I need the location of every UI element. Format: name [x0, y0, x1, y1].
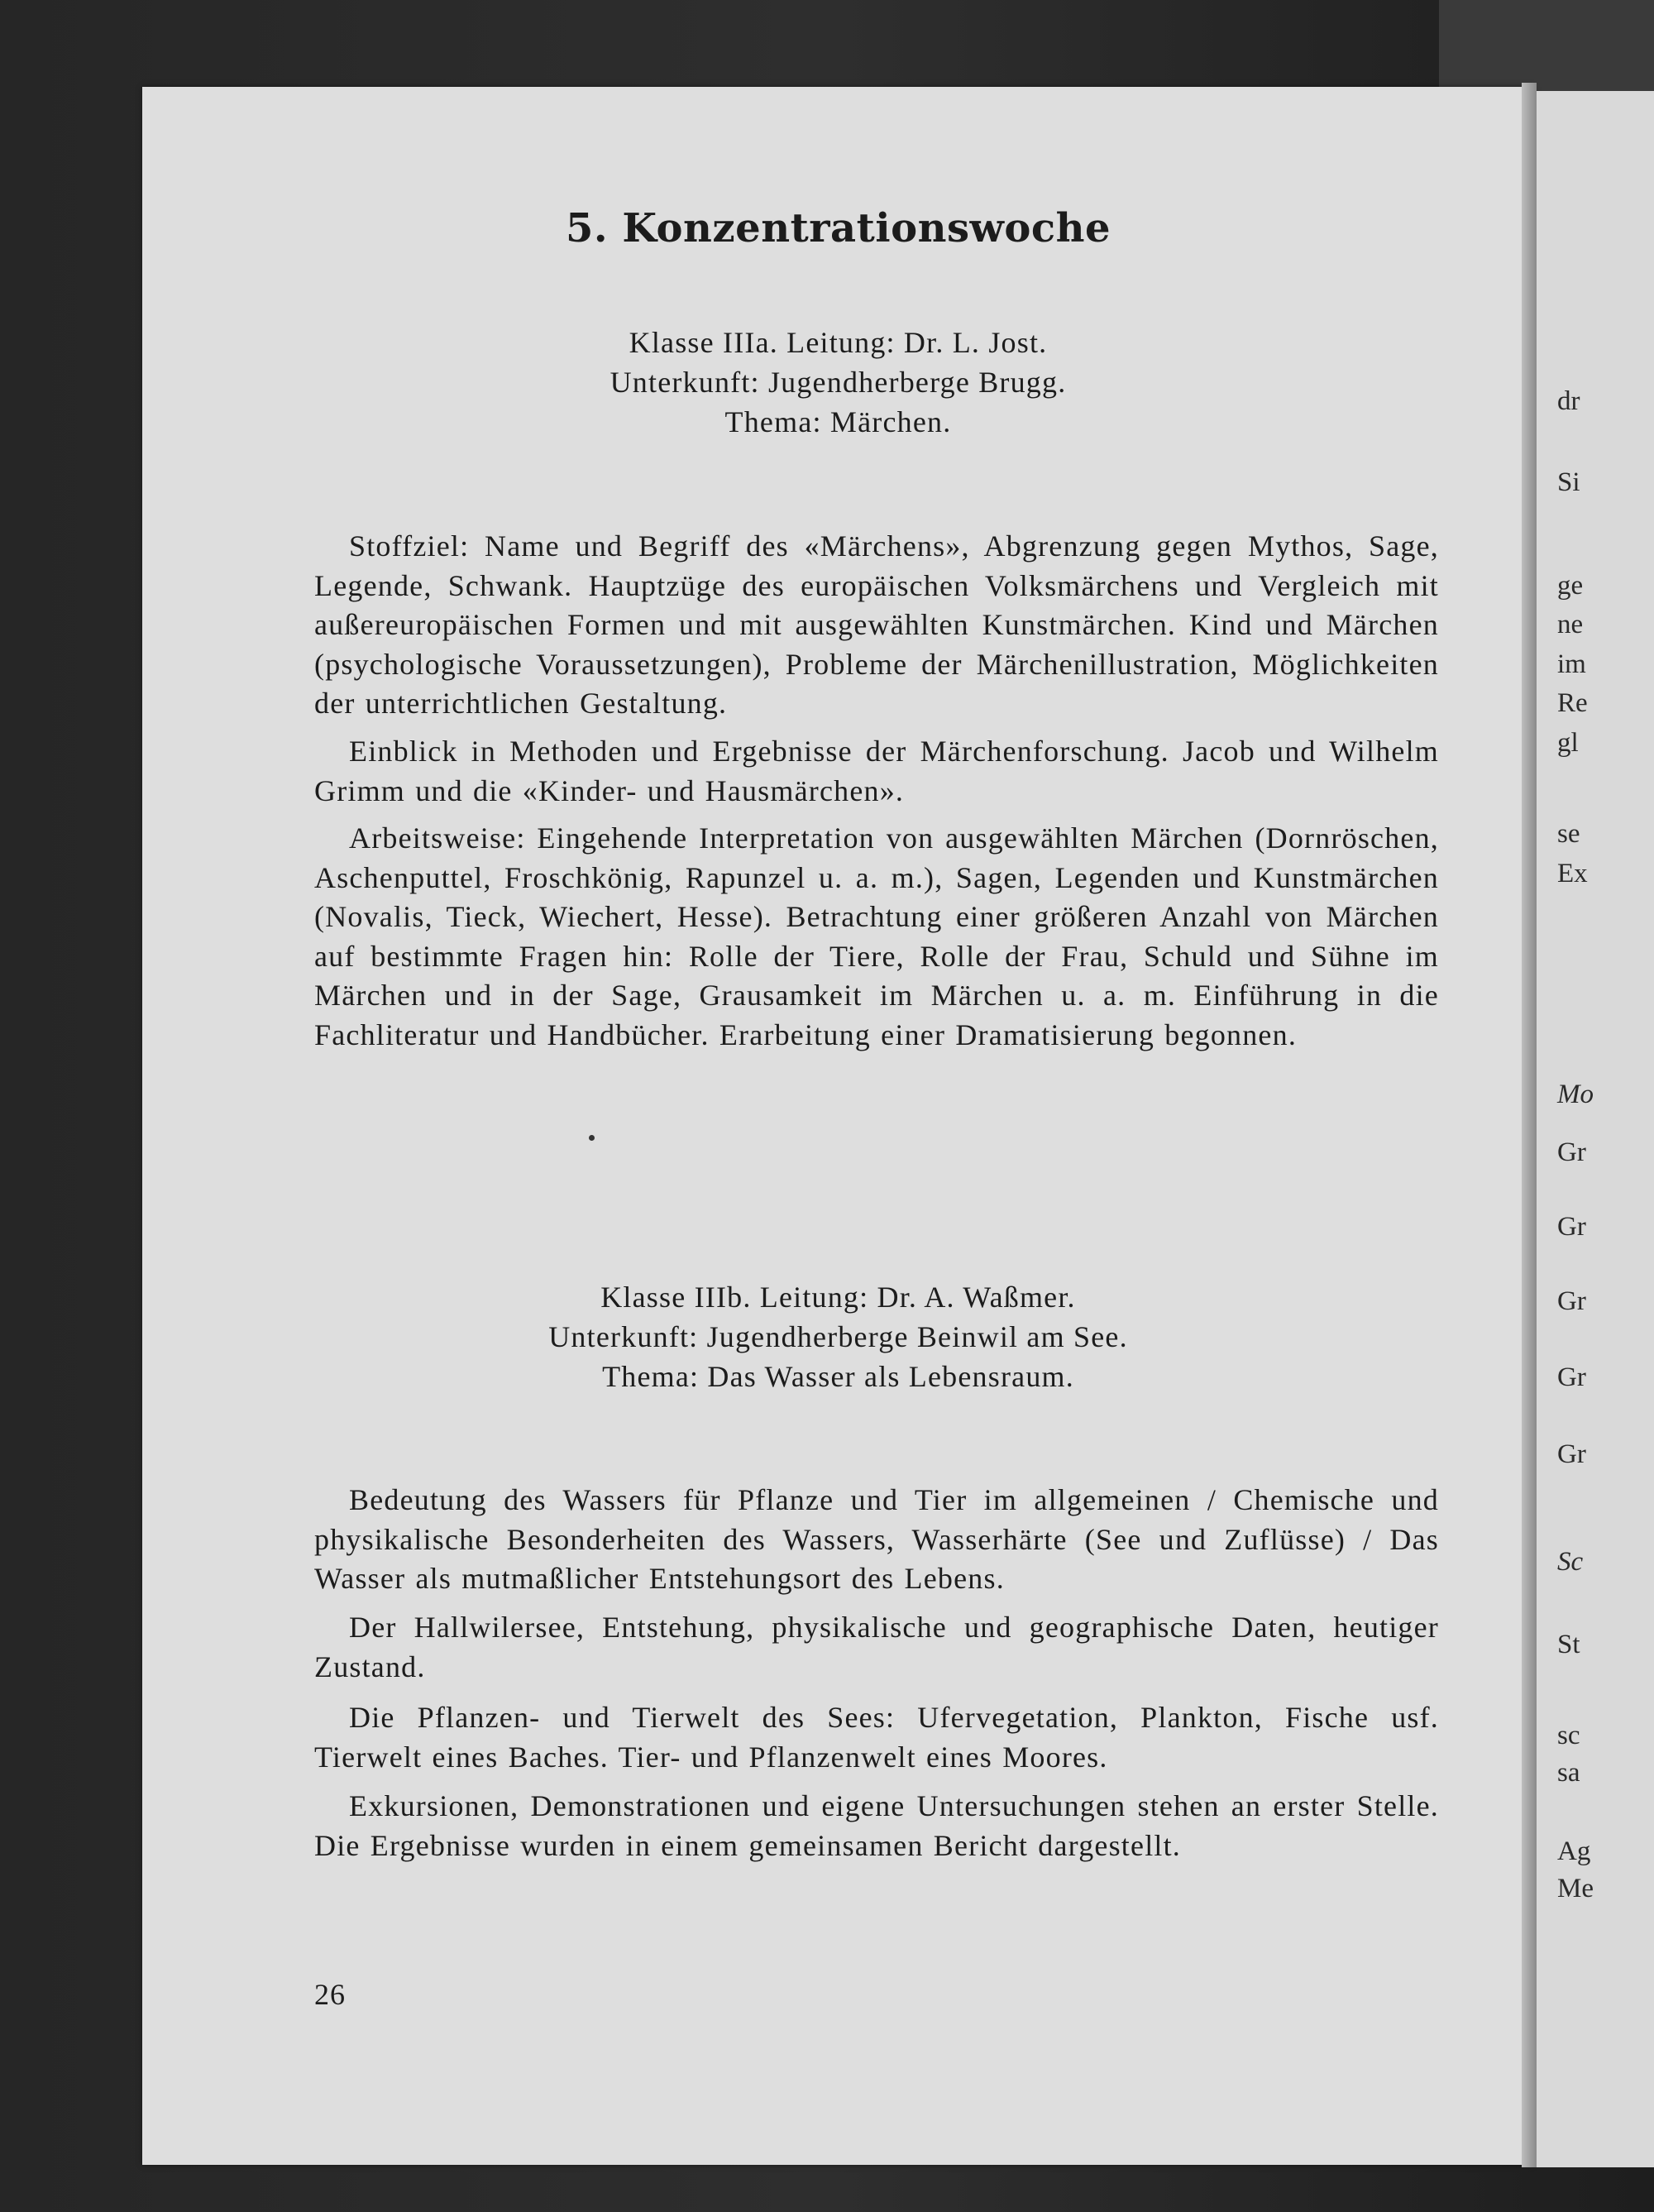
- next-page-fragment: Sc: [1557, 1547, 1584, 1577]
- paragraph-pflanzenwelt: Die Pflanzen- und Tierwelt des Sees: Ufervegetation, Plankton, Fische usf. Tierwelt eines Baches. Tier- und Pflanzenwelt eines Moores.: [314, 1701, 1439, 1774]
- topic-line: Thema: Märchen.: [724, 405, 952, 438]
- paragraph-einblick: Einblick in Methoden und Ergebnisse der Märchenforschung. Jacob und Wilhelm Grimm und die «Kinder- und Hausmärchen».: [314, 735, 1439, 807]
- page-number: 26: [314, 1978, 346, 2011]
- next-page-fragment: dr: [1557, 386, 1580, 416]
- class-info-iiia: [142, 323, 1534, 442]
- class-leader-line: Klasse IIIa. Leitung: Dr. L. Jost.: [629, 326, 1048, 359]
- next-page-fragment: sa: [1557, 1758, 1580, 1788]
- next-page-fragment: ne: [1557, 610, 1584, 639]
- next-page-fragment: im: [1557, 649, 1586, 679]
- next-page-fragment: Ag: [1557, 1836, 1591, 1866]
- accommodation-line: Unterkunft: Jugendherberge Brugg.: [609, 366, 1067, 399]
- next-page-fragment: St: [1557, 1630, 1580, 1659]
- next-page-fragment: Ex: [1557, 859, 1588, 888]
- class-info-iiib: [142, 1277, 1534, 1396]
- next-page-fragment: Gr: [1557, 1439, 1586, 1469]
- page-heading: 5. Konzentrationswoche: [566, 205, 1111, 251]
- next-page-fragment: ge: [1557, 571, 1584, 601]
- next-page-fragment: sc: [1557, 1721, 1580, 1750]
- stray-dot: [589, 1135, 595, 1141]
- paragraph-stoffziel: Stoffziel: Name und Begriff des «Märchens», Abgrenzung gegen Mythos, Sage, Legende, Schwank. Hauptzüge des europäischen Volksmärchens und Vergleich mit außereuropäischen Formen und mit ausgewählten Kunstmärchen. Kind und Märchen (psychologische Voraussetzungen), Probleme der Märchenillustration, Möglichkeiten der unterrichtlichen Gestaltung.: [314, 529, 1439, 720]
- paragraph-exkursionen: Exkursionen, Demonstrationen und eigene Untersuchungen stehen an erster Stelle. Die Ergebnisse wurden in einem gemeinsamen Bericht dargestellt.: [314, 1789, 1439, 1862]
- next-page-fragment: Gr: [1557, 1212, 1586, 1242]
- next-page-fragment: Gr: [1557, 1137, 1586, 1167]
- next-page-edge: [1537, 91, 1654, 2167]
- next-page-fragment: Me: [1557, 1874, 1594, 1903]
- paragraph-arbeitsweise: Arbeitsweise: Eingehende Interpretation von ausgewählten Märchen (Dornröschen, Aschenputtel, Froschkönig, Rapunzel u. a. m.), Sagen, Legenden und Kunstmärchen (Novalis, Tieck, Wiechert, Hesse). Betrachtung einer größeren Anzahl von Märchen auf bestimmte Fragen hin: Rolle der Tiere, Rolle der Frau, Schuld und Sühne im Märchen und in der Sage, Grausamkeit im Märchen u. a. m. Einführung in die Fachliteratur und Handbücher. Erarbeitung einer Dramatisierung begonnen.: [314, 821, 1439, 1051]
- scan-top-strip: [1439, 0, 1654, 91]
- next-page-fragment: Mo: [1557, 1080, 1594, 1109]
- paragraph-hallwilersee: Der Hallwilersee, Entstehung, physikalische und geographische Daten, heutiger Zustand.: [314, 1611, 1439, 1683]
- next-page-fragment: Gr: [1557, 1286, 1586, 1316]
- next-page-fragment: se: [1557, 819, 1580, 849]
- next-page-fragment: Si: [1557, 467, 1580, 497]
- class-leader-line: Klasse IIIb. Leitung: Dr. A. Waßmer.: [600, 1281, 1076, 1314]
- paragraph-bedeutung: Bedeutung des Wassers für Pflanze und Tier im allgemeinen / Chemische und physikalische Besonderheiten des Wassers, Wasserhärte (See und Zuflüsse) / Das Wasser als mutmaßlicher Entstehungsort des Lebens.: [314, 1483, 1439, 1595]
- next-page-fragment: gl: [1557, 728, 1579, 758]
- topic-line: Thema: Das Wasser als Lebensraum.: [602, 1360, 1074, 1393]
- next-page-fragment: Re: [1557, 688, 1588, 718]
- next-page-fragment: Gr: [1557, 1362, 1586, 1392]
- accommodation-line: Unterkunft: Jugendherberge Beinwil am See.: [548, 1320, 1128, 1353]
